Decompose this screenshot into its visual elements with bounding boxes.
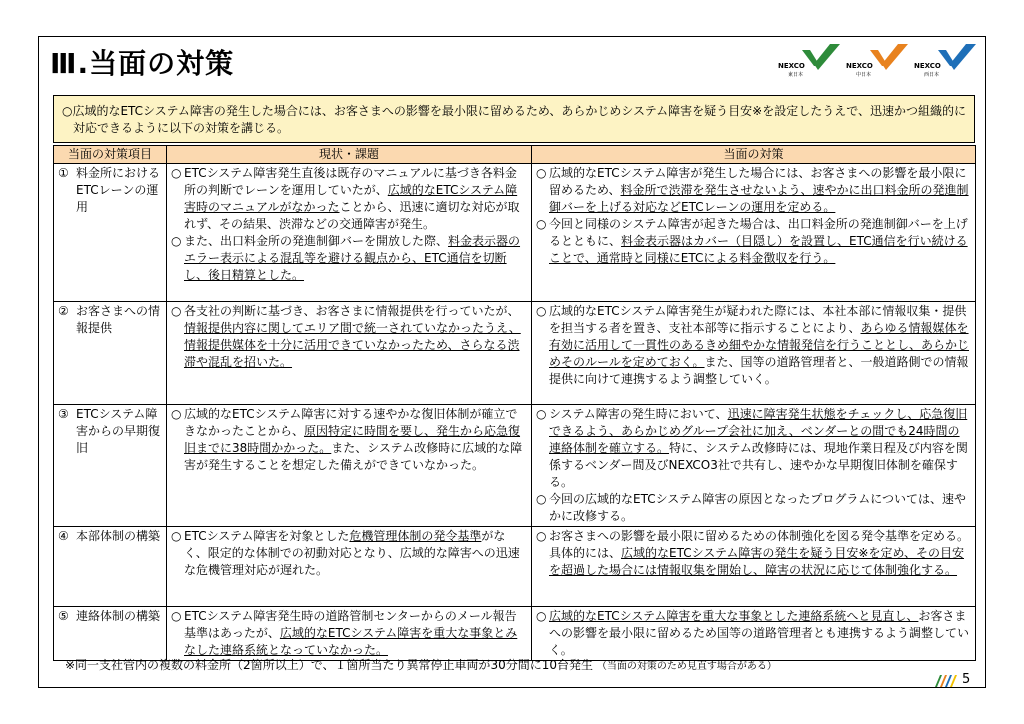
underlined-text: あらゆる情報媒体を有効に活用して一貫性のあるきめ細やかな情報発信を行うこととし、あらかじめそのルールを定めておく。 [549, 321, 970, 369]
bullet-text [184, 165, 527, 233]
bullet-circle-icon: ○ [171, 234, 182, 248]
text-segment: また、国等の道路管理者と、一般道路側での情報提供に向けて連携するよう調整していく。 [549, 355, 969, 386]
text-segment: ETCシステム障害発生時の道路管制センターからのメール報告基準はあったが、 [184, 609, 517, 640]
cell-current [167, 527, 532, 607]
bullet-text [184, 406, 527, 474]
item-number: ② [58, 304, 69, 318]
text-segment: 広域的なETCシステム障害が発生した場合には、お客さまへの影響を最小限に留めるため、 [549, 166, 967, 197]
bullet-circle-icon: ○ [171, 304, 182, 318]
footnote-main: ※同一支社管内の複数の料金所（2箇所以上）で、１箇所当たり異常停止車両が30分間に10台発生 [65, 658, 593, 672]
text-segment: 広域的なETCシステム障害に対する速やかな復旧体制が確立できなかったことから、 [184, 407, 518, 438]
cell-measures [532, 527, 976, 607]
header-item: 当面の対策項目 [54, 146, 167, 164]
table-row [54, 607, 976, 661]
underlined-text: 危機管理体制の発令基準 [349, 529, 482, 543]
text-segment: 広域的なETCシステム障害発生が疑われた際には、本社本部に情報収集・提供を担当する者を置き、支社本部等に指示することにより、 [549, 304, 967, 335]
underlined-text: 広域的なETCシステム障害を重大な事象とみなした連絡系統となっていなかった。 [184, 626, 518, 657]
bullet-paragraph [171, 233, 527, 284]
bullet-circle-icon: ○ [536, 304, 547, 318]
bullet-paragraph [536, 165, 971, 216]
item-number: ③ [58, 407, 69, 421]
item-number: ④ [58, 529, 69, 543]
underlined-text: 迅速に障害発生状態をチェックし、応急復旧できるよう、あらかじめグループ会社に加え、ベンダーとの間でも24時間の連絡体制を確立する。 [549, 407, 968, 455]
bullet-text [549, 216, 971, 267]
logo-word: NEXCO [914, 62, 941, 70]
cell-measures [532, 302, 976, 405]
bullet-circle-icon: ○ [536, 407, 547, 421]
nexco-west-logo [914, 42, 978, 82]
bullet-circle-icon: ○ [536, 166, 547, 180]
item-number: ① [58, 166, 69, 180]
bullet-circle-icon: ○ [536, 529, 547, 543]
table-header-row [54, 146, 976, 164]
text-segment: システム障害の発生時において、 [549, 407, 728, 421]
bullet-text [549, 528, 971, 579]
bullet-text [549, 165, 971, 216]
cell-item [54, 302, 167, 405]
bullet-text [184, 528, 527, 579]
cell-item [54, 405, 167, 527]
cell-item [54, 164, 167, 302]
table-row [54, 302, 976, 405]
underlined-text: 料金所で渋滞を発生させないよう、速やかに出口料金所の発進制御バーを上げる対応などETCレーンの運用を定める。 [549, 183, 969, 214]
cell-measures [532, 164, 976, 302]
bullet-circle-icon: ○ [171, 529, 182, 543]
text-segment: ETCシステム障害発生直後は既存のマニュアルに基づき各料金所の判断でレーンを運用していたが、 [184, 166, 517, 197]
logo-sub: 西日本 [924, 72, 940, 78]
text-segment: 今回と同様のシステム障害が起きた場合は、出口料金所の発進制御バーを上げるとともに、 [549, 217, 968, 248]
item-label: 料金所におけるETCレーンの運用 [76, 166, 161, 214]
text-segment: ことから、迅速に適切な対応が取れず、その結果、渋滞などの交通障害が発生。 [184, 200, 520, 231]
nexco-central-logo [846, 42, 910, 82]
underlined-text: 広域的なETCシステム障害の発生を疑う目安※を定め、その目安を超過した場合には情報収集を開始し、障害の状況に応じて体制強化する。 [549, 546, 964, 577]
bullet-text [184, 303, 527, 371]
bullet-paragraph [536, 608, 971, 659]
table-row [54, 164, 976, 302]
bullet-circle-icon: ○ [536, 492, 547, 506]
bullet-paragraph [536, 491, 971, 525]
item-number: ⑤ [58, 609, 69, 623]
bullet-paragraph [171, 303, 527, 371]
underlined-text: 情報提供内容に関してエリア間で統一されていなかったうえ、情報提供媒体を十分に活用できていなかったため、さらなる渋滞や混乱を招いた。 [184, 321, 521, 369]
bullet-text [549, 608, 971, 659]
underlined-text: 料金表示器のエラー表示による混乱等を避ける観点から、ETC通信を切断し、後日精算とした。 [184, 234, 521, 282]
text-segment: お客さまへの影響を最小限に留めるための体制強化を図る発令基準を定める。具体的には、 [549, 529, 970, 560]
stripes-decoration [935, 675, 957, 687]
underlined-text: 料金表示器はカバー（目隠し）を設置し、ETC通信を行い続けることで、通常時と同様にETCによる料金徴収を行う。 [549, 234, 968, 265]
text-segment: 今回の広域的なETCシステム障害の原因となったプログラムについては、速やかに改修する。 [549, 492, 967, 523]
bullet-paragraph [536, 406, 971, 491]
bullet-paragraph [536, 303, 971, 388]
underlined-text: 広域的なETCシステム障害時のマニュアルがなかった [184, 183, 518, 214]
cell-current [167, 405, 532, 527]
text-segment: がなく、限定的な体制での初動対応となり、広域的な障害への迅速な危機管理対応が遅れた。 [184, 529, 520, 577]
cell-item [54, 527, 167, 607]
bullet-circle-icon: ○ [171, 166, 182, 180]
bullet-paragraph [536, 216, 971, 267]
bullet-text [549, 491, 971, 525]
text-segment: お客さまへの影響を最小限に留めるため国等の道路管理者とも連携するよう調整していく。 [549, 609, 970, 657]
table-row [54, 405, 976, 527]
bullet-text [549, 303, 971, 388]
item-label: 本部体制の構築 [76, 529, 161, 543]
logo-sub: 中日本 [856, 72, 872, 78]
underlined-text: 原因特定に時間を要し、発生から応急復旧までに38時間かかった。 [184, 424, 521, 455]
item-label: ETCシステム障害からの早期復旧 [76, 407, 161, 455]
header-current: 現状・課題 [167, 146, 532, 164]
bullet-text [184, 233, 527, 284]
bullet-paragraph [171, 165, 527, 233]
page-title: Ⅲ.当面の対策 [50, 47, 235, 80]
cell-current [167, 302, 532, 405]
cell-current [167, 164, 532, 302]
bullet-paragraph [171, 528, 527, 579]
table-row [54, 527, 976, 607]
footnote [65, 656, 777, 673]
underlined-text: 広域的なETCシステム障害を重大な事象とした連絡系統へと見直し、 [549, 609, 919, 623]
bullet-paragraph [171, 406, 527, 474]
text-segment: ETCシステム障害を対象とした [184, 529, 350, 543]
page-number: 5 [962, 672, 971, 687]
footnote-note: （当面の対策のため見直す場合がある） [596, 661, 777, 672]
cell-measures [532, 405, 976, 527]
bullet-circle-icon: ○ [171, 407, 182, 421]
bullet-circle-icon: ○ [536, 609, 547, 623]
nexco-logos [778, 42, 978, 82]
item-label: お客さまへの情報提供 [76, 304, 161, 335]
text-segment: 特に、システム改修時には、現地作業日程及び内容を関係するベンダー間及びNEXCO3社で共有し、速やかな早期復旧体制を確保する。 [549, 441, 968, 489]
cell-item [54, 607, 167, 661]
intro-text: ○広域的なETCシステム障害の発生した場合には、お客さまへの影響を最小限に留めるため、あらかじめシステム障害を疑う目安※を設定したうえで、迅速かつ組織的に対応できるように以下の対策を講じる。 [62, 104, 966, 135]
logo-sub: 東日本 [788, 72, 804, 78]
bullet-circle-icon: ○ [171, 609, 182, 623]
bullet-text [184, 608, 527, 659]
text-segment: また、出口料金所の発進制御バーを開放した際、 [184, 234, 449, 248]
nexco-east-logo [778, 42, 842, 82]
cell-measures [532, 607, 976, 661]
header-measures: 当面の対策 [532, 146, 976, 164]
intro-box [53, 95, 975, 143]
measures-table [53, 145, 976, 661]
cell-current [167, 607, 532, 661]
bullet-text [549, 406, 971, 491]
bullet-circle-icon: ○ [536, 217, 547, 231]
text-segment: 各支社の判断に基づき、お客さまに情報提供を行っていたが、 [184, 304, 520, 318]
item-label: 連絡体制の構築 [76, 609, 161, 623]
bullet-paragraph [536, 528, 971, 579]
logo-word: NEXCO [778, 62, 805, 70]
logo-word: NEXCO [846, 62, 873, 70]
text-segment: また、システム改修時に広域的な障害が発生することを想定した備えができていなかった。 [184, 441, 523, 472]
bullet-paragraph [171, 608, 527, 659]
